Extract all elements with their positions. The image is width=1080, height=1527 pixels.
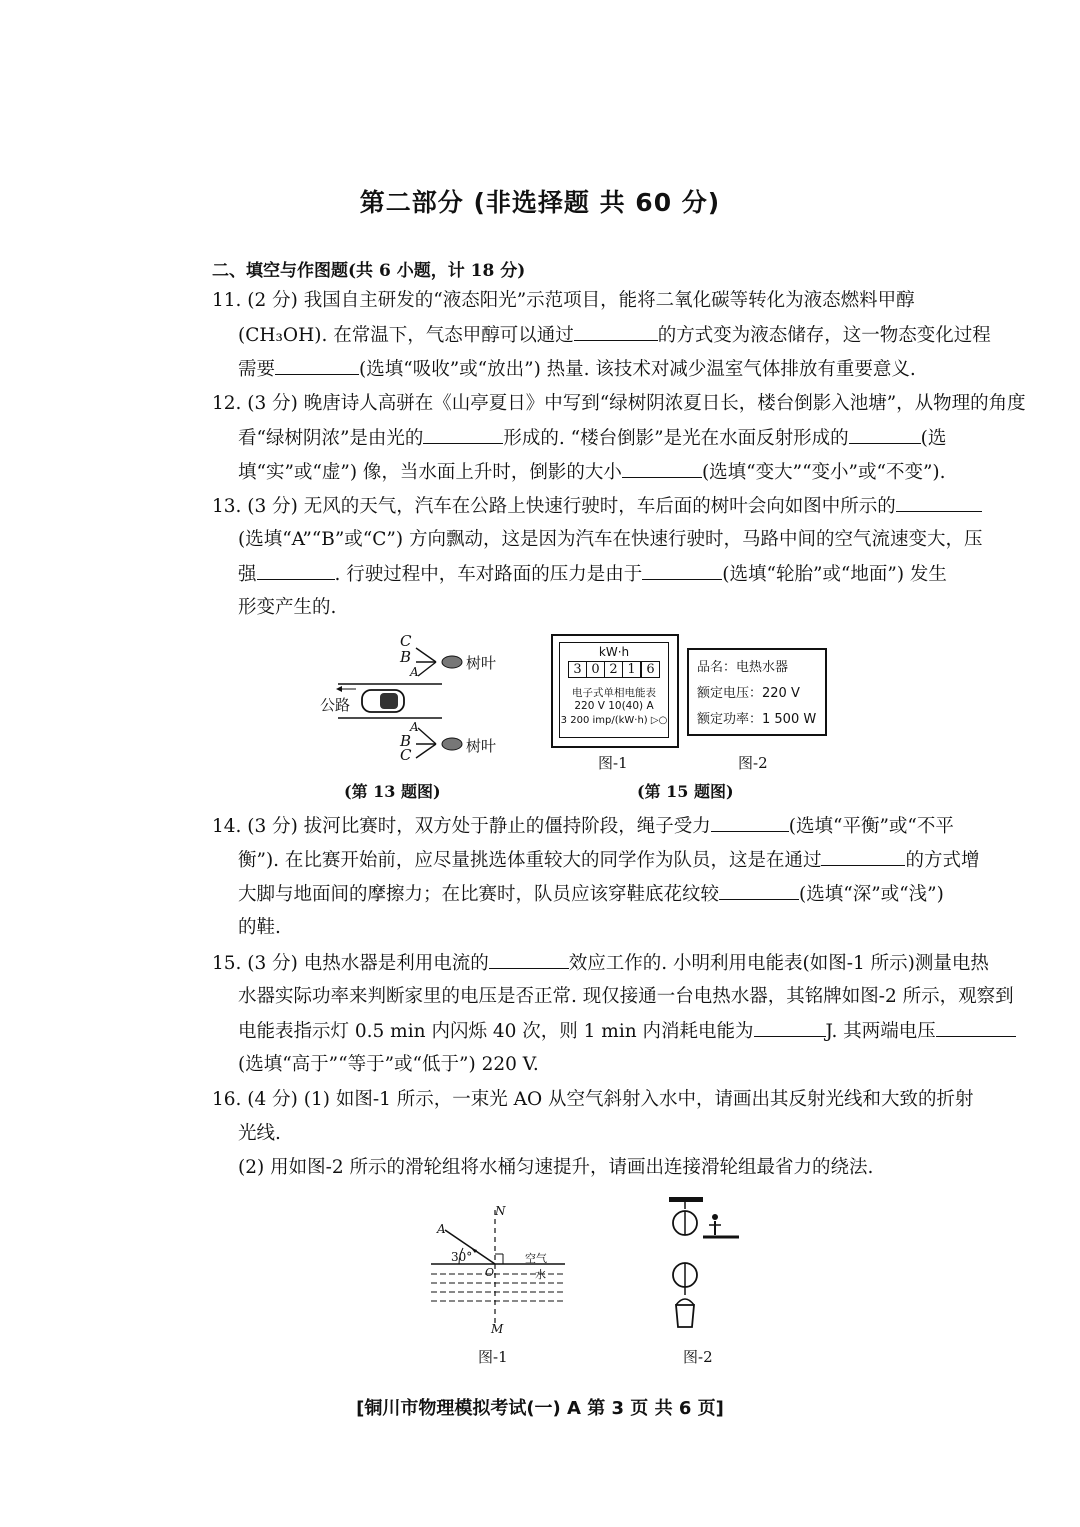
q12-line-2 [238, 427, 948, 450]
q11-line-2 [238, 324, 991, 347]
label-o: O [485, 1266, 495, 1279]
dir-label: A [410, 720, 419, 734]
q13-line-2: (选填“A”“B”或“C”) 方向飘动，这是因为汽车在快速行驶时，马路中间的空气流速变大，压 [238, 529, 983, 550]
q14-text: 大脚与地面间的摩擦力；在比赛时，队员应该穿鞋底花纹较 [238, 884, 720, 905]
meter-digit: 0 [587, 662, 605, 677]
q14-line-4: 的鞋. [238, 917, 281, 938]
indicator-light-icon: ▷○ [647, 715, 668, 726]
q14-text: (选填“平衡”或“不平 [788, 816, 954, 837]
q12-line-1: 12. (3 分) 晚唐诗人高骈在《山亭夏日》中写到“绿树阴浓夏日长，楼台倒影入池塘”，从物理的角度 [212, 393, 1026, 414]
meter-imp-text: 3 200 imp/(kW·h) [560, 715, 648, 726]
pulley-diagram [655, 1195, 745, 1340]
q13-line-1 [212, 495, 947, 518]
meter-imp [560, 715, 668, 726]
leaf-label: 树叶 [466, 654, 497, 672]
q12-text: (选 [920, 428, 947, 449]
q13-line-4: 形变产生的. [238, 597, 337, 618]
q15-text: J. 其两端电压 [825, 1021, 936, 1042]
label-n: N [495, 1204, 506, 1218]
q13-line-3 [238, 563, 948, 586]
meter-unit: kW·h [598, 645, 630, 659]
q12-text: 看“绿树阴浓”是由光的 [238, 428, 424, 449]
leaf-label: 树叶 [466, 737, 497, 755]
water-label: 水 [535, 1268, 546, 1281]
q11-text: 需要 [238, 359, 276, 380]
page-footer: [铜川市物理模拟考试(一) A 第 3 页 共 6 页] [356, 1398, 724, 1419]
meter-digit: 2 [605, 662, 623, 677]
q15-line-1 [212, 952, 989, 975]
figure-15-label-1: 图-1 [598, 754, 628, 772]
answer-blank[interactable] [489, 952, 569, 969]
leaf-icon [442, 738, 462, 750]
answer-blank[interactable] [754, 1020, 826, 1037]
plate-voltage: 额定电压：220 V [697, 686, 800, 701]
meter-name: 电子式单相电能表 [572, 687, 656, 699]
q11-line-1: 11. (2 分) 我国自主研发的“液态阳光”示范项目，能将二氧化碳等转化为液态燃料甲醇 [212, 290, 915, 311]
figure-16-label-1: 图-1 [478, 1348, 508, 1366]
figure-16-2 [655, 1195, 745, 1340]
label-m: M [491, 1322, 504, 1336]
q15-line-2: 水器实际功率来判断家里的电压是否正常. 现仅接通一台电热水器，其铭牌如图-2 所示，观察到 [238, 986, 1014, 1007]
road-label: 公路 [320, 696, 351, 714]
q14-text: 衡”). 在比赛开始前，应尽量挑选体重较大的同学作为队员，这是在通过 [238, 850, 822, 871]
q14-line-1 [212, 815, 954, 838]
direction-arrows-top [416, 648, 462, 676]
air-label: 空气 [525, 1252, 547, 1265]
figure-15-meter [551, 634, 679, 748]
answer-blank[interactable] [257, 563, 335, 580]
answer-blank[interactable] [423, 427, 503, 444]
meter-digit: 6 [646, 662, 655, 677]
meter-face [559, 642, 669, 738]
label-a: A [437, 1222, 446, 1236]
answer-blank[interactable] [849, 427, 921, 444]
bucket-icon [676, 1305, 694, 1327]
answer-blank[interactable] [574, 324, 658, 341]
plate-power: 额定功率：1 500 W [697, 712, 817, 727]
answer-blank[interactable] [821, 849, 905, 866]
q15-text: 效应工作的. 小明利用电能表(如图-1 所示)测量电热 [568, 953, 989, 974]
q12-line-3 [238, 461, 948, 484]
meter-digits [568, 661, 660, 678]
figure-16-1 [425, 1200, 585, 1340]
q13-text: . 行驶过程中，车对路面的压力是由于 [334, 564, 643, 585]
q14-text: 的方式增 [905, 850, 980, 871]
answer-blank[interactable] [622, 461, 702, 478]
direction-arrows-bottom [416, 728, 462, 758]
q12-text: (选填“变大”“变小”或“不变”). [701, 462, 946, 483]
section-heading: 二、填空与作图题(共 6 小题，计 18 分) [212, 261, 526, 281]
q16-line-3: (2) 用如图-2 所示的滑轮组将水桶匀速提升，请画出连接滑轮组最省力的绕法. [238, 1157, 874, 1178]
dir-label: C [400, 746, 412, 764]
ceiling-mount [669, 1197, 703, 1202]
q13-text: 13. (3 分) 无风的天气，汽车在公路上快速行驶时，车后面的树叶会向如图中所示的 [212, 496, 896, 517]
q14-text: (选填“深”或“浅”) [799, 884, 944, 905]
refraction-diagram [425, 1200, 585, 1340]
q16-line-1: 16. (4 分) (1) 如图-1 所示，一束光 AO 从空气斜射入水中，请画出其反射光线和大致的折射 [212, 1089, 974, 1110]
answer-blank[interactable] [275, 358, 359, 375]
q13-text: (选填“轮胎”或“地面”) 发生 [722, 564, 947, 585]
dir-label: C [400, 632, 412, 650]
meter-rating: 220 V 10(40) A [574, 700, 654, 712]
figure-15-nameplate [687, 648, 827, 736]
page-title: 第二部分 (非选择题 共 60 分) [359, 188, 721, 217]
meter-digit: 3 [569, 662, 587, 677]
dir-label: B [400, 732, 412, 750]
answer-blank[interactable] [719, 883, 799, 900]
figure-13-caption: (第 13 题图) [344, 782, 441, 801]
dir-label: A [410, 665, 419, 679]
answer-blank[interactable] [711, 815, 789, 832]
car-icon [362, 690, 404, 712]
plate-name: 品名：电热水器 [697, 660, 789, 675]
leaf-icon [442, 656, 462, 668]
q14-line-2 [238, 849, 980, 872]
q15-text: 15. (3 分) 电热水器是利用电流的 [212, 953, 489, 974]
q15-line-4: (选填“高于”“等于”或“低于”) 220 V. [238, 1054, 539, 1075]
dir-label: B [400, 648, 412, 666]
q14-text: 14. (3 分) 拔河比赛时，双方处于静止的僵持阶段，绳子受力 [212, 816, 711, 837]
q11-line-3 [238, 358, 948, 381]
figure-15-caption: (第 15 题图) [637, 782, 734, 801]
answer-blank[interactable] [642, 563, 722, 580]
q13-text: 强 [238, 564, 257, 585]
answer-blank[interactable] [896, 495, 982, 512]
figure-16-label-2: 图-2 [683, 1348, 713, 1366]
q15-line-3 [238, 1020, 948, 1043]
figure-13 [318, 632, 518, 762]
meter-digit: 1 [623, 662, 642, 677]
q14-line-3 [238, 883, 948, 906]
q12-text: 形成的. “楼台倒影”是光在水面反射形成的 [503, 428, 849, 449]
q11-text: (选填“吸收”或“放出”) 热量. 该技术对减少温室气体排放有重要意义. [359, 359, 916, 380]
q11-text: 的方式变为液态储存，这一物态变化过程 [657, 325, 991, 346]
q16-line-2: 光线. [238, 1123, 281, 1144]
q12-text: 填“实”或“虚”) 像，当水面上升时，倒影的大小 [238, 462, 622, 483]
q11-text: (CH₃OH). 在常温下，气态甲醇可以通过 [238, 325, 574, 346]
figure-15-label-2: 图-2 [738, 754, 768, 772]
answer-blank[interactable] [936, 1020, 1016, 1037]
q15-text: 电能表指示灯 0.5 min 内闪烁 40 次，则 1 min 内消耗电能为 [238, 1021, 754, 1042]
angle-label: 30° [451, 1250, 473, 1264]
